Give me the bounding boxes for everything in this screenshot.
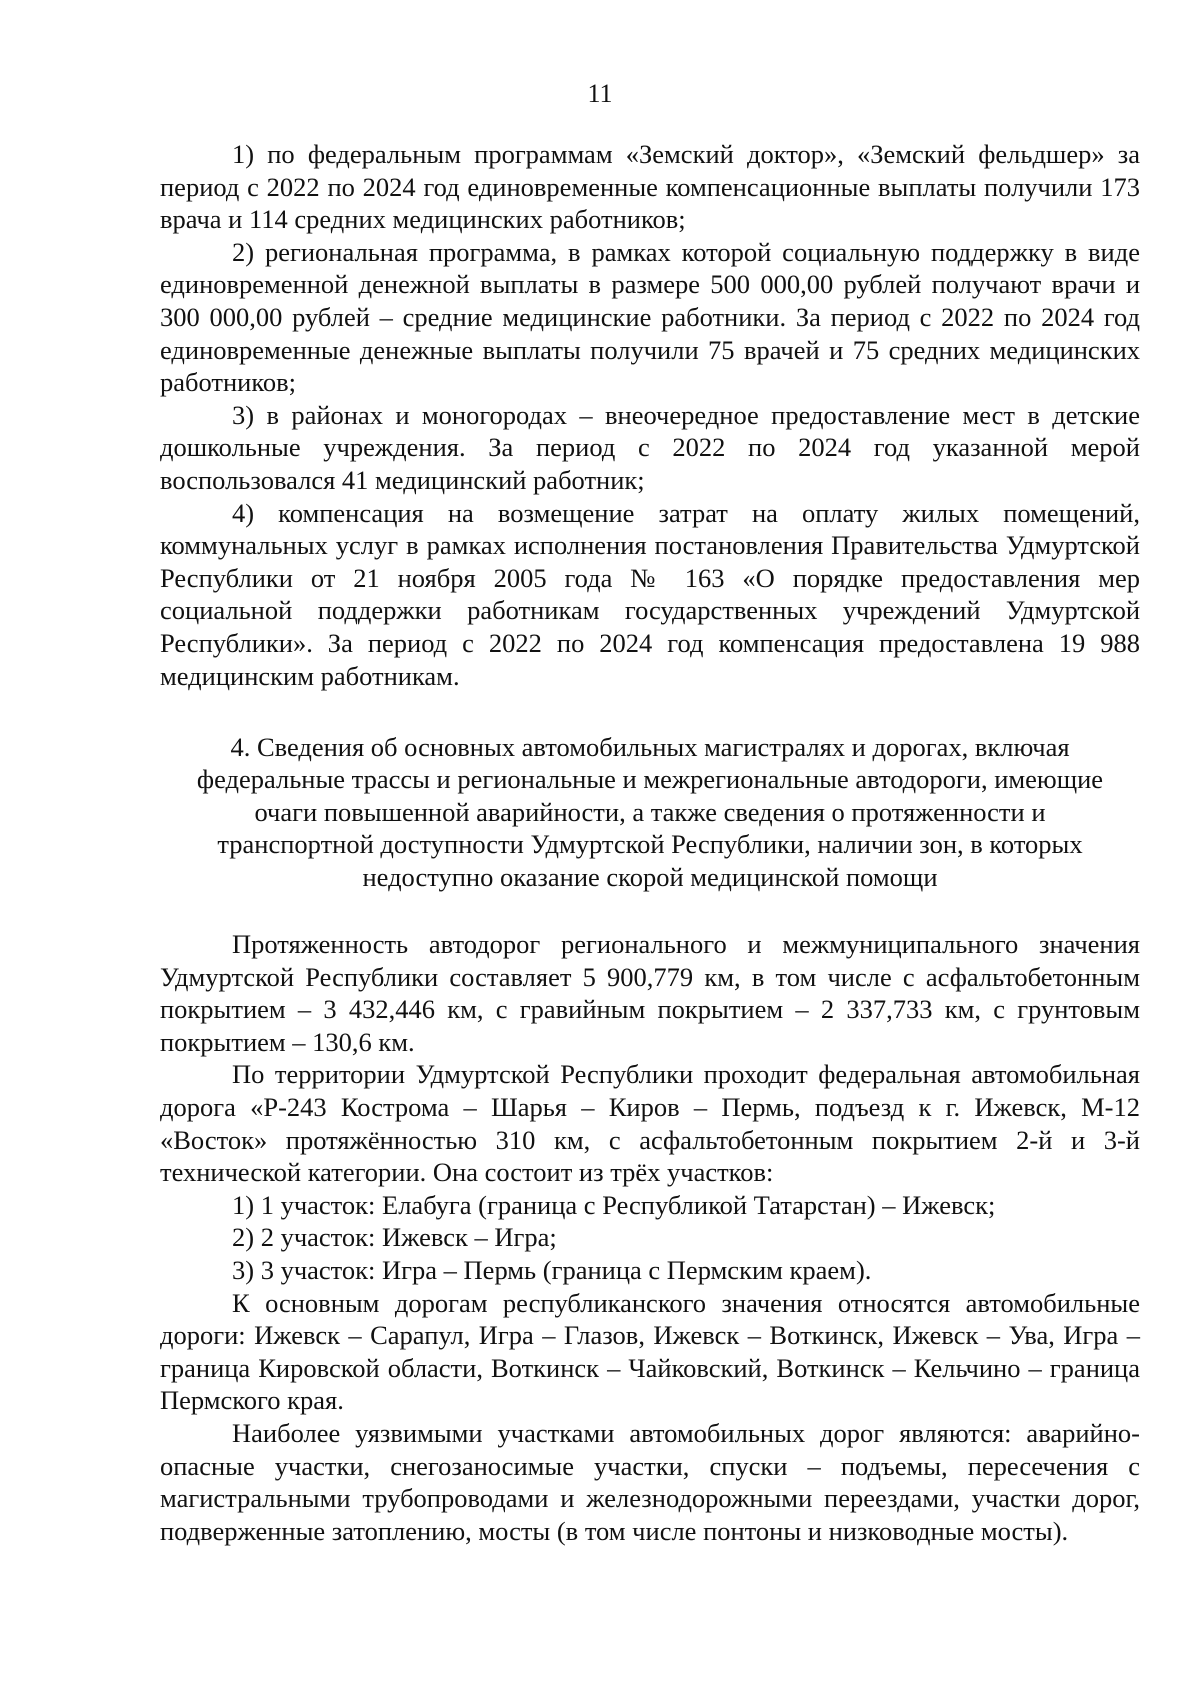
- section-heading-line: транспортной доступности Удмуртской Республики, наличии зон, в которых: [217, 829, 1083, 860]
- section-body: [160, 928, 1140, 1547]
- paragraph: Наиболее уязвимыми участками автомобильных дорог являются: аварийно-опасные участки, снегозаносимые участки, спуски – подъемы, пересечения с магистральными трубопроводами и железнодорожными переездами, участки дорог, подверженные затоплению, мосты (в том числе понтоны и низководные мосты).: [160, 1417, 1140, 1546]
- section-heading-line: федеральные трассы и региональные и межрегиональные автодороги, имеющие: [196, 764, 1104, 795]
- list-item: 2) региональная программа, в рамках которой социальную поддержку в виде единовременной денежной выплаты в размере 500 000,00 рублей получают врачи и 300 000,00 рублей – средние медицинские работники. За период с 2022 по 2024 год единовременные денежные выплаты получили 75 врачей и 75 средних медицинских работников;: [160, 236, 1140, 398]
- paragraph: Протяженность автодорог регионального и межмуниципального значения Удмуртской Республики составляет 5 900,779 км, в том числе с асфальтобетонным покрытием – 3 432,446 км, с гравийным покрытием – 2 337,733 км, с грунтовым покрытием – 130,6 км.: [160, 929, 1140, 1057]
- section-heading-line: 4. Сведения об основных автомобильных магистралях и дорогах, включая: [230, 732, 1070, 762]
- paragraph: К основным дорогам республиканского значения относятся автомобильные дороги: Ижевск – Сарапул, Игра – Глазов, Ижевск – Воткинск, Ижевск – Ува, Игра – граница Кировской области, Воткинск – Чайковский, Воткинск – Кельчино – граница Пермского края.: [160, 1287, 1140, 1416]
- page-number: 11: [587, 79, 613, 108]
- list-item: 3) в районах и моногородах – внеочередное предоставление мест в детские дошкольные учреждения. За период с 2022 по 2024 год указанной мерой воспользовался 41 медицинский работник;: [160, 399, 1140, 495]
- list-item: 3) 3 участок: Игра – Пермь (граница с Пермским краем).: [232, 1254, 872, 1285]
- list-item: 1) по федеральным программам «Земский доктор», «Земский фельдшер» за период с 2022 по 2024 год единовременные компенсационные выплаты получили 173 врача и 114 средних медицинских работников;: [160, 139, 1140, 235]
- list-item: 1) 1 участок: Елабуга (граница с Республикой Татарстан) – Ижевск;: [232, 1189, 996, 1220]
- support-measures-list: [160, 138, 1140, 692]
- list-item: 4) компенсация на возмещение затрат на оплату жилых помещений, коммунальных услуг в рамках исполнения постановления Правительства Удмуртской Республики от 21 ноября 2005 года № 163 «О порядке предоставления мер социальной поддержки работникам государственных учреждений Удмуртской Республики». За период с 2022 по 2024 год компенсация предоставлена 19 988 медицинским работникам.: [160, 497, 1140, 691]
- paragraph: По территории Удмуртской Республики проходит федеральная автомобильная дорога «Р-243 Кострома – Шарья – Киров – Пермь, подъезд к г. Ижевск, М-12 «Восток» протяжённостью 310 км, с асфальтобетонным покрытием 2-й и 3-й технической категории. Она состоит из трёх участков:: [160, 1059, 1140, 1188]
- section-heading-line: очаги повышенной аварийности, а также сведения о протяженности и: [254, 796, 1046, 827]
- section-heading: [160, 731, 1140, 893]
- list-item: 2) 2 участок: Ижевск – Игра;: [232, 1222, 557, 1253]
- section-heading-line: недоступно оказание скорой медицинской помощи: [362, 861, 938, 892]
